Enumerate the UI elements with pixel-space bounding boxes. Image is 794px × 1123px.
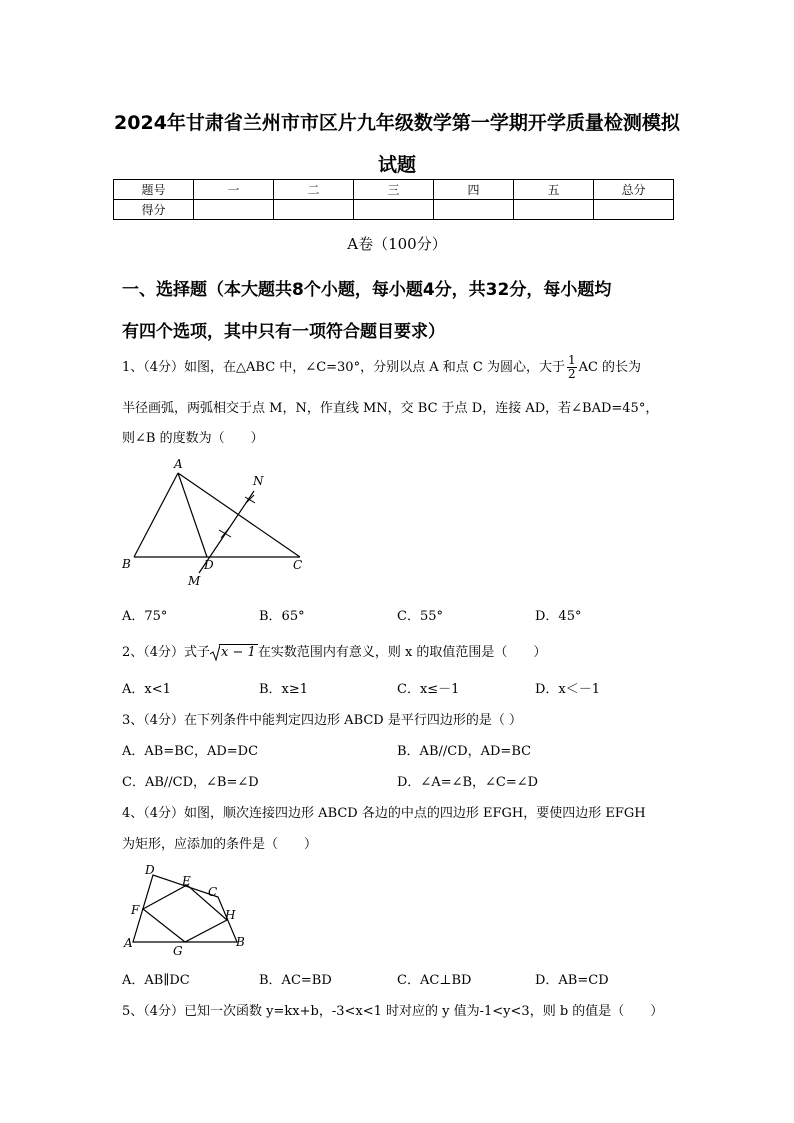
label-b: B: [122, 557, 131, 571]
label-e: E: [182, 874, 191, 888]
score-cell[interactable]: [354, 200, 434, 220]
arc-mark-m: [221, 528, 229, 538]
segment-ab: [134, 473, 178, 557]
label-a: A: [124, 936, 133, 950]
q1-line-1: [122, 354, 641, 382]
score-header-cell: 三: [354, 180, 434, 200]
q2-option-a[interactable]: A．x<1: [122, 682, 171, 697]
label-d: D: [145, 863, 155, 877]
q3-option-b[interactable]: B．AB//CD，AD=BC: [397, 744, 532, 759]
radicand: x − 1: [221, 645, 256, 660]
q2-option-c[interactable]: C．x≤－1: [397, 682, 460, 697]
score-header-cell: 二: [274, 180, 354, 200]
q2-line: [122, 641, 546, 660]
q4-option-c[interactable]: C．AC⊥BD: [397, 973, 472, 988]
score-cell[interactable]: [194, 200, 274, 220]
q3-option-a[interactable]: A．AB=BC，AD=DC: [122, 744, 259, 759]
q1-text-after: AC 的长为: [578, 360, 642, 375]
section-heading-line-1: 一、选择题（本大题共8个小题，每小题4分，共32分，每小题均: [122, 280, 612, 300]
q4-line-2: 为矩形，应添加的条件是（ ）: [122, 837, 318, 852]
q1-triangle-figure: [115, 455, 315, 590]
score-table-header-row: [114, 180, 674, 200]
q4-quadrilateral-figure: [115, 860, 250, 960]
q3-option-c[interactable]: C．AB//CD，∠B=∠D: [122, 775, 259, 790]
q1-line-3: 则∠B 的度数为（ ）: [122, 431, 264, 446]
segment-ac: [178, 473, 300, 557]
q2-text-before: 2、（4分）式子: [122, 645, 211, 660]
score-header-cell: 总分: [594, 180, 674, 200]
q3-option-d[interactable]: D．∠A=∠B，∠C=∠D: [397, 775, 539, 790]
frac-denominator: 2: [567, 367, 576, 381]
title-line-1: 2024年甘肃省兰州市市区片九年级数学第一学期开学质量检测模拟: [114, 112, 680, 134]
q2-text-after: 在实数范围内有意义，则 x 的取值范围是（ ）: [257, 645, 547, 660]
score-header-cell: 题号: [114, 180, 194, 200]
q1-text-before: 1、（4分）如图，在△ABC 中，∠C=30°，分别以点 A 和点 C 为圆心，大于: [122, 360, 565, 375]
score-cell[interactable]: [594, 200, 674, 220]
frac-numerator: 1: [567, 353, 576, 367]
label-m: M: [188, 574, 201, 588]
q1-option-c[interactable]: C．55°: [397, 609, 443, 624]
q1-option-a[interactable]: A．75°: [122, 609, 168, 624]
label-c: C: [208, 885, 218, 899]
label-n: N: [253, 474, 264, 488]
q5-line: 5、（4分）已知一次函数 y=kx+b，-3<x<1 时对应的 y 值为-1<y<3，则 b 的值是（ ）: [122, 1004, 664, 1019]
q2-option-d[interactable]: D．x＜－1: [535, 682, 601, 697]
paper-part-heading: A卷（100分）: [347, 235, 447, 253]
segment-ad: [178, 473, 207, 557]
label-b: B: [236, 935, 245, 949]
score-header-cell: 四: [434, 180, 514, 200]
q4-option-a[interactable]: A．AB∥DC: [122, 973, 190, 988]
label-d: D: [204, 558, 214, 572]
score-table-score-row: [114, 200, 674, 220]
sqrt-expression: [210, 645, 258, 660]
label-g: G: [173, 944, 183, 958]
label-f: F: [131, 903, 140, 917]
score-header-cell: 五: [514, 180, 594, 200]
q1-option-b[interactable]: B．65°: [259, 609, 305, 624]
q1-option-d[interactable]: D．45°: [535, 609, 582, 624]
score-cell[interactable]: [434, 200, 514, 220]
section-heading-line-2: 有四个选项，其中只有一项符合题目要求）: [122, 322, 445, 342]
score-row-label: 得分: [114, 200, 194, 220]
label-a: A: [174, 457, 183, 471]
q4-line-1: 4、（4分）如图，顺次连接四边形 ABCD 各边的中点的四边形 EFGH，要使四边形 EFGH: [122, 806, 646, 821]
title-line-2: 试题: [377, 154, 416, 176]
label-c: C: [293, 558, 303, 572]
score-header-cell: 一: [194, 180, 274, 200]
q2-option-b[interactable]: B．x≥1: [259, 682, 309, 697]
q4-option-d[interactable]: D．AB=CD: [535, 973, 609, 988]
score-table: [113, 179, 674, 220]
radical-sign-icon: [210, 644, 220, 662]
q4-option-b[interactable]: B．AC=BD: [259, 973, 332, 988]
score-cell[interactable]: [514, 200, 594, 220]
fraction-half: [567, 354, 577, 381]
q1-line-2: 半径画弧，两弧相交于点 M，N，作直线 MN，交 BC 于点 D，连接 AD，若∠BAD=45°，: [122, 401, 659, 416]
q3-line: 3、（4分）在下列条件中能判定四边形 ABCD 是平行四边形的是（ ）: [122, 713, 522, 728]
score-cell[interactable]: [274, 200, 354, 220]
label-h: H: [225, 908, 236, 922]
